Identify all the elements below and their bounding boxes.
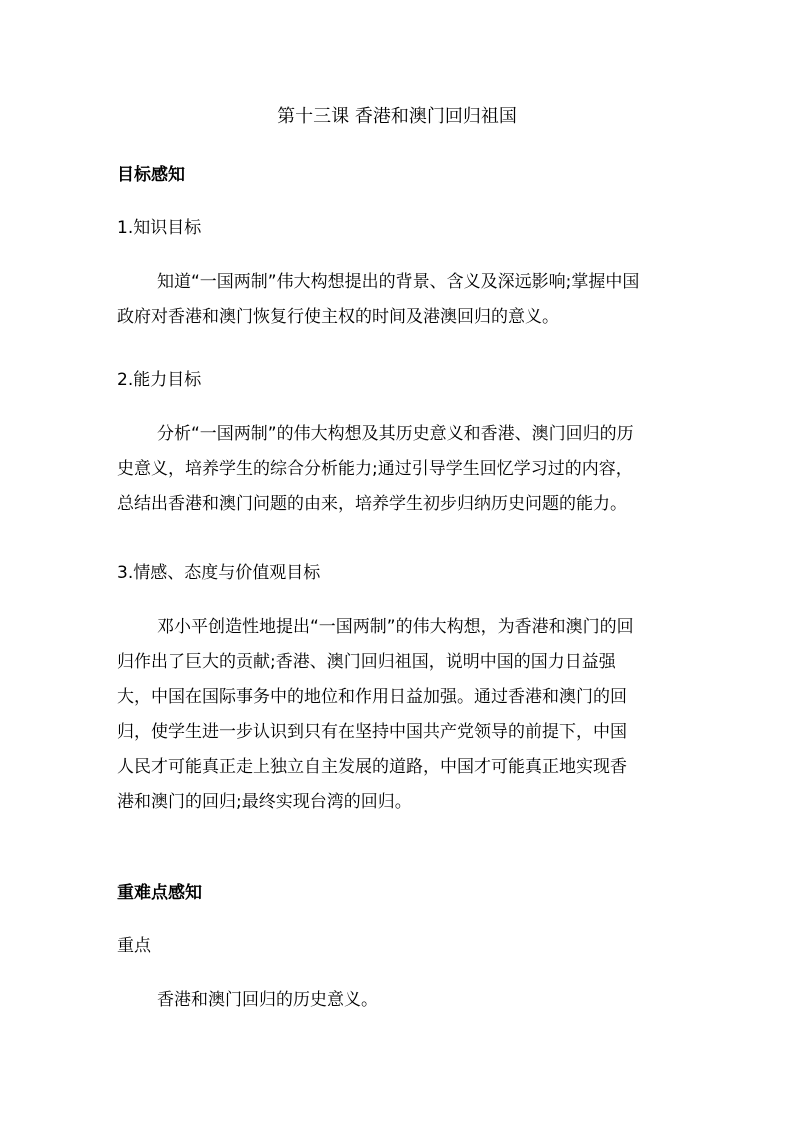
lesson-title: 第十三课 香港和澳门回归祖国 <box>277 106 517 127</box>
text-line: 政府对香港和澳门恢复行使主权的时间及港澳回归的意义。 <box>117 307 559 327</box>
paragraph-knowledge-goal <box>117 265 689 335</box>
text-line: 总结出香港和澳门问题的由来，培养学生初步归纳历史问题的能力。 <box>117 494 627 514</box>
paragraph-focus <box>117 983 689 1018</box>
text-line: 人民才可能真正走上独立自主发展的道路，中国才可能真正地实现香 <box>117 757 627 777</box>
text-line: 史意义，培养学生的综合分析能力;通过引导学生回忆学习过的内容， <box>117 459 633 479</box>
paragraph-emotion-goal <box>117 610 689 820</box>
subheading-knowledge-goal: 1.知识目标 <box>117 218 202 238</box>
text-line: 香港和澳门回归的历史意义。 <box>157 990 378 1010</box>
section-heading-goals: 目标感知 <box>117 165 185 185</box>
subheading-emotion-goal: 3.情感、态度与价值观目标 <box>117 563 321 583</box>
text-line: 邓小平创造性地提出“一国两制”的伟大构想，为香港和澳门的回 <box>157 617 634 637</box>
text-line: 归，使学生进一步认识到只有在坚持中国共产党领导的前提下，中国 <box>117 722 627 742</box>
subheading-focus: 重点 <box>117 936 151 956</box>
text-line: 大，中国在国际事务中的地位和作用日益加强。通过香港和澳门的回 <box>117 687 627 707</box>
text-line: 知道“一国两制”伟大构想提出的背景、含义及深远影响;掌握中国 <box>157 272 640 292</box>
text-line: 港和澳门的回归;最终实现台湾的回归。 <box>117 792 412 812</box>
text-line: 归作出了巨大的贡献;香港、澳门回归祖国，说明中国的国力日益强 <box>117 652 616 672</box>
subheading-ability-goal: 2.能力目标 <box>117 370 202 390</box>
text-line: 分析“一国两制”的伟大构想及其历史意义和香港、澳门回归的历 <box>157 424 634 444</box>
section-heading-key-points: 重难点感知 <box>117 883 202 903</box>
paragraph-ability-goal <box>117 417 689 522</box>
